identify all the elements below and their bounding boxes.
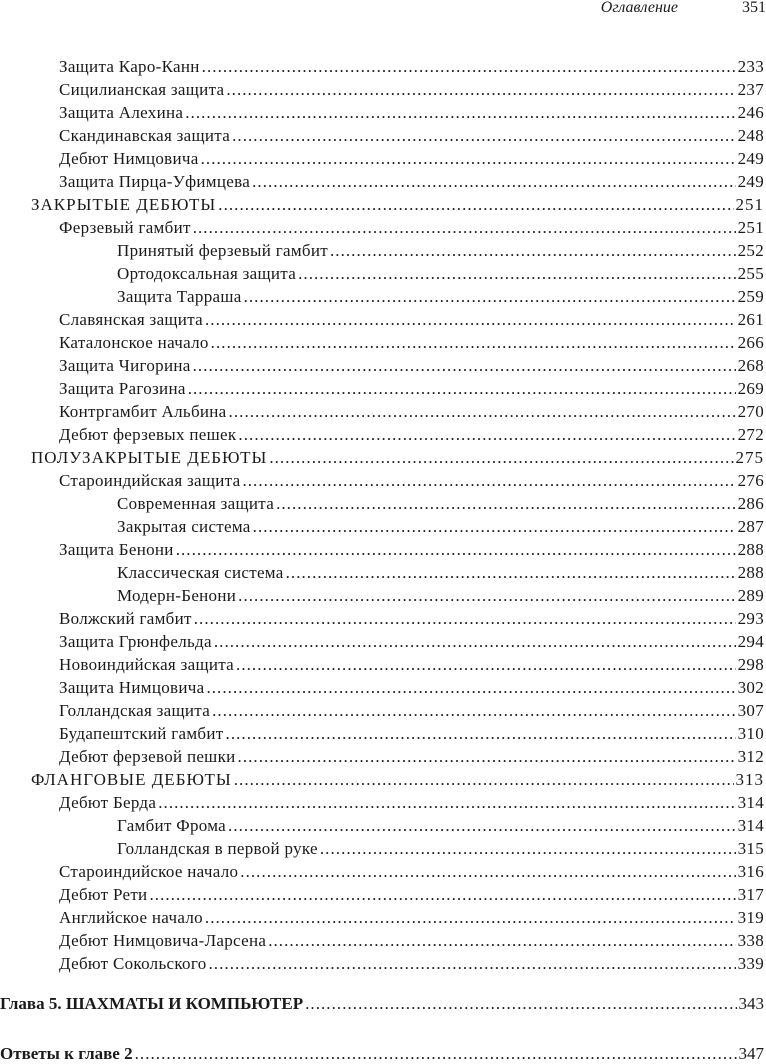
- dot-leader: [244, 287, 736, 307]
- dot-leader: [238, 747, 736, 767]
- toc-entry-title: ФЛАНГОВЫЕ ДЕБЮТЫ: [31, 770, 232, 789]
- dot-leader: [238, 425, 735, 445]
- toc-entry-page: 319: [737, 908, 764, 927]
- toc-entry-title: Голландская защита: [59, 701, 211, 720]
- toc-entry-title: Дебют Нимцовича-Ларсена: [59, 931, 267, 950]
- toc-entry-page: 259: [737, 287, 764, 306]
- toc-entry-title: Дебют ферзевой пешки: [59, 747, 236, 766]
- toc-entry[interactable]: [0, 747, 766, 770]
- toc-entry-page: 252: [737, 241, 764, 260]
- toc-entry[interactable]: [0, 678, 766, 701]
- toc-entry-page: 288: [737, 540, 764, 559]
- dot-leader: [228, 816, 736, 836]
- toc-entry-page: 266: [737, 333, 764, 352]
- toc-entry[interactable]: [0, 149, 766, 172]
- toc-entry-title: Каталонское начало: [59, 333, 209, 352]
- toc-entry[interactable]: [0, 172, 766, 195]
- toc-entry-title: Закрытая система: [117, 517, 251, 536]
- toc-entry-page: 316: [737, 862, 764, 881]
- toc-entry[interactable]: [0, 724, 766, 747]
- toc-entry-page: 314: [737, 816, 764, 835]
- toc-entry-page: 315: [737, 839, 764, 858]
- toc-entry-page: 288: [737, 563, 764, 582]
- toc-entry[interactable]: [0, 632, 766, 655]
- dot-leader: [149, 885, 735, 905]
- toc-entry-page: 249: [737, 172, 764, 191]
- toc-entry-title: Принятый ферзевый гамбит: [117, 241, 328, 260]
- dot-leader: [298, 264, 736, 284]
- dot-leader: [276, 494, 736, 514]
- toc-entry-page: 294: [737, 632, 764, 651]
- toc-entry-title: Защита Пирца-Уфимцева: [59, 172, 251, 191]
- dot-leader: [176, 540, 736, 560]
- toc-entry[interactable]: [0, 540, 766, 563]
- toc-entry-page: 314: [737, 793, 764, 812]
- toc-entry[interactable]: [0, 287, 766, 310]
- toc-entry-page: 286: [737, 494, 764, 513]
- toc-entry-page: 251: [737, 218, 764, 237]
- toc-entry[interactable]: [0, 80, 766, 103]
- toc-entry-title: Защита Каро-Канн: [59, 57, 200, 76]
- toc-entry-title: Защита Чигорина: [59, 356, 191, 375]
- dot-leader: [252, 172, 736, 192]
- dot-leader: [238, 586, 735, 606]
- toc-section-entry[interactable]: [0, 448, 766, 471]
- toc-entry[interactable]: [0, 563, 766, 586]
- dot-leader: [236, 655, 736, 675]
- toc-entry-page: 310: [737, 724, 764, 743]
- toc-entry[interactable]: [0, 931, 766, 954]
- toc-entry[interactable]: [0, 103, 766, 126]
- dot-leader: [214, 632, 736, 652]
- table-of-contents: [0, 57, 766, 977]
- toc-entry-page: 251: [735, 195, 764, 214]
- toc-entry[interactable]: [0, 379, 766, 402]
- toc-entry-title: Ферзевый гамбит: [59, 218, 191, 237]
- toc-entry-page: 233: [737, 57, 764, 76]
- toc-entry[interactable]: [0, 57, 766, 80]
- toc-entry-title: Глава 5. ШАХМАТЫ И КОМПЬЮТЕР: [0, 994, 304, 1013]
- toc-answers-entry[interactable]: [0, 1044, 766, 1064]
- toc-entry[interactable]: [0, 609, 766, 632]
- toc-entry-page: 307: [737, 701, 764, 720]
- toc-entry-title: Модерн-Бенони: [117, 586, 237, 605]
- toc-chapter-entry[interactable]: [0, 994, 766, 1014]
- toc-section-entry[interactable]: [0, 195, 766, 218]
- dot-leader: [194, 609, 736, 629]
- dot-leader: [234, 770, 734, 790]
- toc-entry-title: Дебют Сокольского: [59, 954, 207, 973]
- toc-entry-title: Классическая система: [117, 563, 284, 582]
- toc-entry[interactable]: [0, 126, 766, 149]
- toc-entry[interactable]: [0, 586, 766, 609]
- dot-leader: [206, 678, 735, 698]
- dot-leader: [158, 793, 735, 813]
- toc-entry-page: 287: [737, 517, 764, 536]
- toc-entry-page: 237: [737, 80, 764, 99]
- toc-entry[interactable]: [0, 356, 766, 379]
- toc-entry-page: 269: [737, 379, 764, 398]
- dot-leader: [253, 517, 736, 537]
- toc-entry[interactable]: [0, 862, 766, 885]
- toc-entry-page: 246: [737, 103, 764, 122]
- toc-entry[interactable]: [0, 517, 766, 540]
- toc-entry-page: 289: [737, 586, 764, 605]
- toc-entry-title: Дебют Нимцовича: [59, 149, 199, 168]
- toc-entry-title: Дебют Берда: [59, 793, 157, 812]
- toc-entry[interactable]: [0, 908, 766, 931]
- toc-entry-title: Будапештский гамбит: [59, 724, 224, 743]
- page-number: 351: [742, 0, 766, 16]
- dot-leader: [320, 839, 736, 859]
- toc-section-entry[interactable]: [0, 770, 766, 793]
- dot-leader: [205, 310, 736, 330]
- toc-entry-page: 312: [737, 747, 764, 766]
- toc-entry-title: Волжский гамбит: [59, 609, 192, 628]
- toc-entry-title: Защита Грюнфельда: [59, 632, 212, 651]
- dot-leader: [242, 471, 735, 491]
- toc-entry[interactable]: [0, 839, 766, 862]
- toc-entry[interactable]: [0, 333, 766, 356]
- toc-entry-title: Защита Рагозина: [59, 379, 186, 398]
- toc-entry-page: 270: [737, 402, 764, 421]
- toc-entry-title: Сицилианская защита: [59, 80, 225, 99]
- toc-entry[interactable]: [0, 701, 766, 724]
- toc-entry-page: 276: [737, 471, 764, 490]
- toc-entry-title: Контргамбит Альбина: [59, 402, 227, 421]
- dot-leader: [209, 954, 736, 974]
- toc-entry-title: Гамбит Фрома: [117, 816, 227, 835]
- dot-leader: [212, 701, 736, 721]
- toc-entry-page: 275: [735, 448, 764, 467]
- dot-leader: [205, 908, 736, 928]
- toc-entry-page: 249: [737, 149, 764, 168]
- toc-entry[interactable]: [0, 241, 766, 264]
- dot-leader: [185, 103, 735, 123]
- dot-leader: [226, 724, 736, 744]
- toc-entry-title: Староиндийская защита: [59, 471, 241, 490]
- toc-entry-page: 261: [737, 310, 764, 329]
- toc-entry[interactable]: [0, 425, 766, 448]
- dot-leader: [240, 862, 735, 882]
- toc-entry[interactable]: [0, 494, 766, 517]
- dot-leader: [269, 448, 733, 468]
- toc-entry-title: Ответы к главе 2: [0, 1044, 133, 1063]
- toc-entry-title: Защита Алехина: [59, 103, 184, 122]
- toc-entry-page: 339: [737, 954, 764, 973]
- toc-entry-title: Новоиндийская защита: [59, 655, 235, 674]
- toc-entry[interactable]: [0, 954, 766, 977]
- toc-entry-page: 347: [738, 1044, 764, 1063]
- toc-entry[interactable]: [0, 816, 766, 839]
- toc-entry-title: Староиндийское начало: [59, 862, 239, 881]
- dot-leader: [305, 994, 736, 1014]
- dot-leader: [193, 356, 736, 376]
- toc-entry[interactable]: [0, 264, 766, 287]
- toc-entry-page: 268: [737, 356, 764, 375]
- toc-entry-title: Скандинавская защита: [59, 126, 231, 145]
- toc-entry-title: Голландская в первой руке: [117, 839, 318, 858]
- toc-entry-page: 248: [737, 126, 764, 145]
- toc-entry-title: Дебют ферзевых пешек: [59, 425, 237, 444]
- toc-entry-page: 317: [737, 885, 764, 904]
- dot-leader: [226, 80, 735, 100]
- toc-entry[interactable]: [0, 218, 766, 241]
- dot-leader: [232, 126, 735, 146]
- toc-entry[interactable]: [0, 402, 766, 425]
- dot-leader: [218, 195, 733, 215]
- toc-entry-page: 255: [737, 264, 764, 283]
- dot-leader: [202, 57, 736, 77]
- dot-leader: [188, 379, 736, 399]
- toc-entry[interactable]: [0, 655, 766, 678]
- dot-leader: [229, 402, 736, 422]
- toc-entry-title: Защита Бенони: [59, 540, 174, 559]
- toc-entry-page: 313: [735, 770, 764, 789]
- toc-entry-title: Дебют Рети: [59, 885, 148, 904]
- dot-leader: [193, 218, 736, 238]
- toc-entry-title: Ортодоксальная защита: [117, 264, 297, 283]
- dot-leader: [286, 563, 736, 583]
- toc-entry-page: 302: [737, 678, 764, 697]
- toc-entry-page: 343: [738, 994, 764, 1013]
- toc-entry-page: 272: [737, 425, 764, 444]
- toc-entry[interactable]: [0, 310, 766, 333]
- dot-leader: [211, 333, 736, 353]
- toc-entry-title: Защита Тарраша: [117, 287, 242, 306]
- dot-leader: [268, 931, 735, 951]
- toc-entry[interactable]: [0, 793, 766, 816]
- toc-entry-page: 338: [737, 931, 764, 950]
- toc-entry[interactable]: [0, 471, 766, 494]
- toc-entry-title: ЗАКРЫТЫЕ ДЕБЮТЫ: [31, 195, 217, 214]
- toc-entry-page: 298: [737, 655, 764, 674]
- toc-entry-title: Современная защита: [117, 494, 275, 513]
- toc-entry-title: Славянская защита: [59, 310, 203, 329]
- dot-leader: [135, 1044, 737, 1064]
- running-header: [0, 0, 766, 22]
- toc-entry-title: Защита Нимцовича: [59, 678, 205, 697]
- toc-entry-title: Английское начало: [59, 908, 203, 927]
- dot-leader: [330, 241, 736, 261]
- toc-entry[interactable]: [0, 885, 766, 908]
- toc-entry-title: ПОЛУЗАКРЫТЫЕ ДЕБЮТЫ: [31, 448, 268, 467]
- running-header-title: Оглавление: [600, 0, 678, 16]
- dot-leader: [201, 149, 736, 169]
- toc-entry-page: 293: [737, 609, 764, 628]
